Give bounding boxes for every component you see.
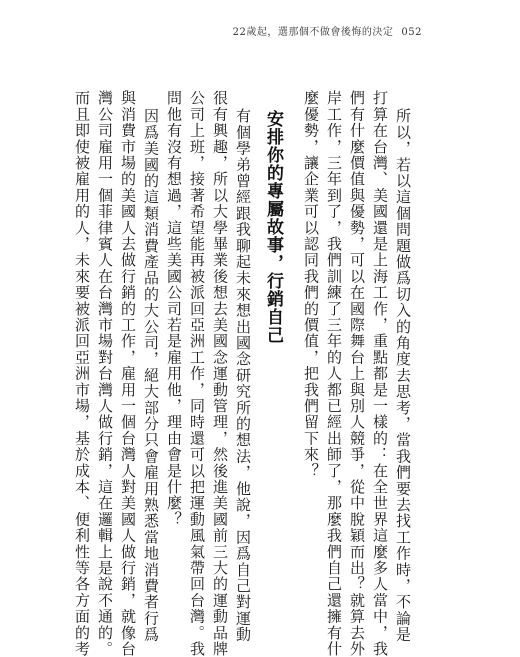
text-column: 有個學弟曾經跟我聊起未來想出國念研究所的想法，他說，因爲自己對運動 <box>234 108 252 643</box>
text-column: 打算在台灣、美國還是上海工作，重點都是一樣的：在全世界這麼多人當中，我 <box>371 90 389 657</box>
text-column: 岸工作，三年到了，我們訓練了三年的人都已經出師了，那麼我們自己還擁有什 <box>325 90 343 657</box>
running-title: 22歲起，選那個不做會後悔的決定 <box>232 27 394 38</box>
page-number: 052 <box>401 27 422 38</box>
text-column: 灣公司雇用一個菲律賓人在台灣市場對台灣人做行銷，這在邏輯上是說不通的。 <box>96 90 114 657</box>
section-heading: 安排你的專屬故事，行銷自己 <box>263 110 283 344</box>
text-column: 而且即使被雇用的人，未來要被派回亞洲市場，基於成本、便利性等各方面的考 <box>73 90 91 657</box>
text-column: 因爲美國的這類消費產品的大公司，絕大部分只會雇用熟悉當地消費者行爲 <box>142 108 160 643</box>
text-column: 與消費市場的美國人去做行銷的工作，雇用一個台灣人對美國人做行銷，就像台 <box>119 90 137 657</box>
text-column: 麼優勢，讓企業可以認同我們的價值，把我們留下來？ <box>302 90 320 479</box>
text-column: 問他有沒有想過，這些美國公司若是雇用他，理由會是什麼？ <box>165 90 183 528</box>
text-column: 很有興趣，所以大學畢業後想去美國念運動管理，然後進美國前三大的運動品牌 <box>211 90 229 657</box>
text-column: 們有什麼價值與優勢，可以在國際舞台上與別人競爭，從中脫穎而出？就算去外 <box>348 90 366 657</box>
text-column: 公司上班，接著希望能再被派回亞洲工作，同時還可以把運動風氣帶回台灣。我 <box>188 90 206 657</box>
running-header <box>233 23 422 38</box>
text-column: 所以，若以這個問題做爲切入的角度去思考，當我們要去找工作時，不論是 <box>394 108 412 643</box>
